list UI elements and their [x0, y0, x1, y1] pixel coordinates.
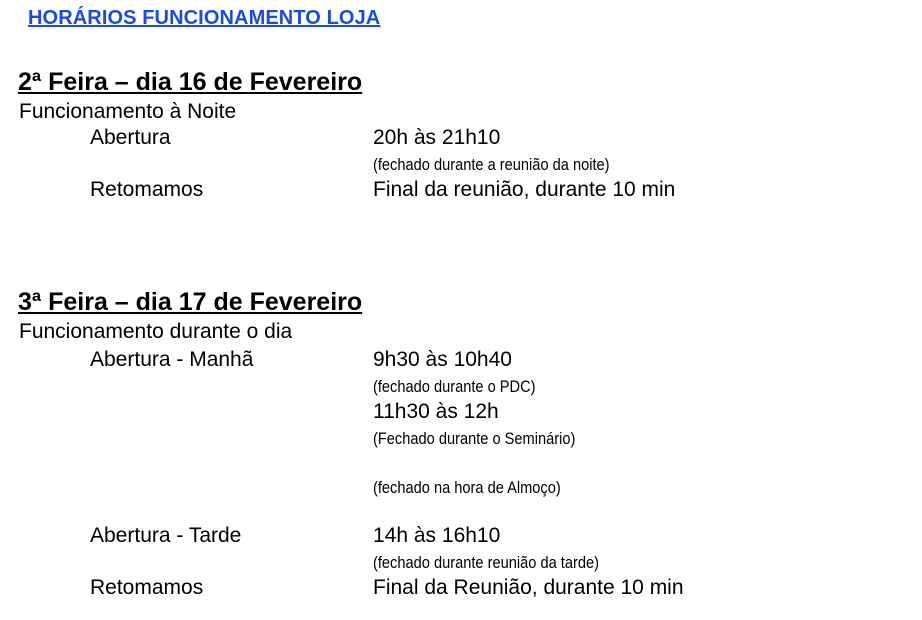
page-title[interactable]: HORÁRIOS FUNCIONAMENTO LOJA	[28, 7, 381, 29]
afternoon-opening-label: Abertura - Tarde	[90, 524, 242, 547]
closure-note: (fechado durante reunião da tarde)	[373, 553, 599, 572]
resume-label: Retomamos	[90, 576, 204, 599]
afternoon-opening-time: 14h às 16h10	[373, 524, 501, 547]
resume-time: Final da Reunião, durante 10 min	[373, 576, 684, 599]
closure-note: (fechado durante a reunião da noite)	[373, 155, 610, 174]
opening-label: Abertura	[90, 126, 171, 149]
morning-second-time: 11h30 às 12h	[373, 400, 499, 423]
opening-time: 20h às 21h10	[373, 126, 501, 149]
operation-mode-label: Funcionamento à Noite	[19, 100, 237, 123]
day-heading: 3ª Feira – dia 17 de Fevereiro	[18, 288, 363, 316]
closure-note: (fechado durante o PDC)	[373, 377, 536, 396]
operation-mode-label: Funcionamento durante o dia	[19, 320, 293, 343]
lunch-closure-note: (fechado na hora de Almoço)	[373, 478, 561, 497]
closure-note: (Fechado durante o Seminário)	[373, 429, 576, 448]
resume-label: Retomamos	[90, 178, 204, 201]
resume-time: Final da reunião, durante 10 min	[373, 178, 676, 201]
morning-opening-label: Abertura - Manhã	[90, 348, 254, 371]
day-heading: 2ª Feira – dia 16 de Fevereiro	[18, 68, 363, 96]
morning-opening-time: 9h30 às 10h40	[373, 348, 512, 371]
